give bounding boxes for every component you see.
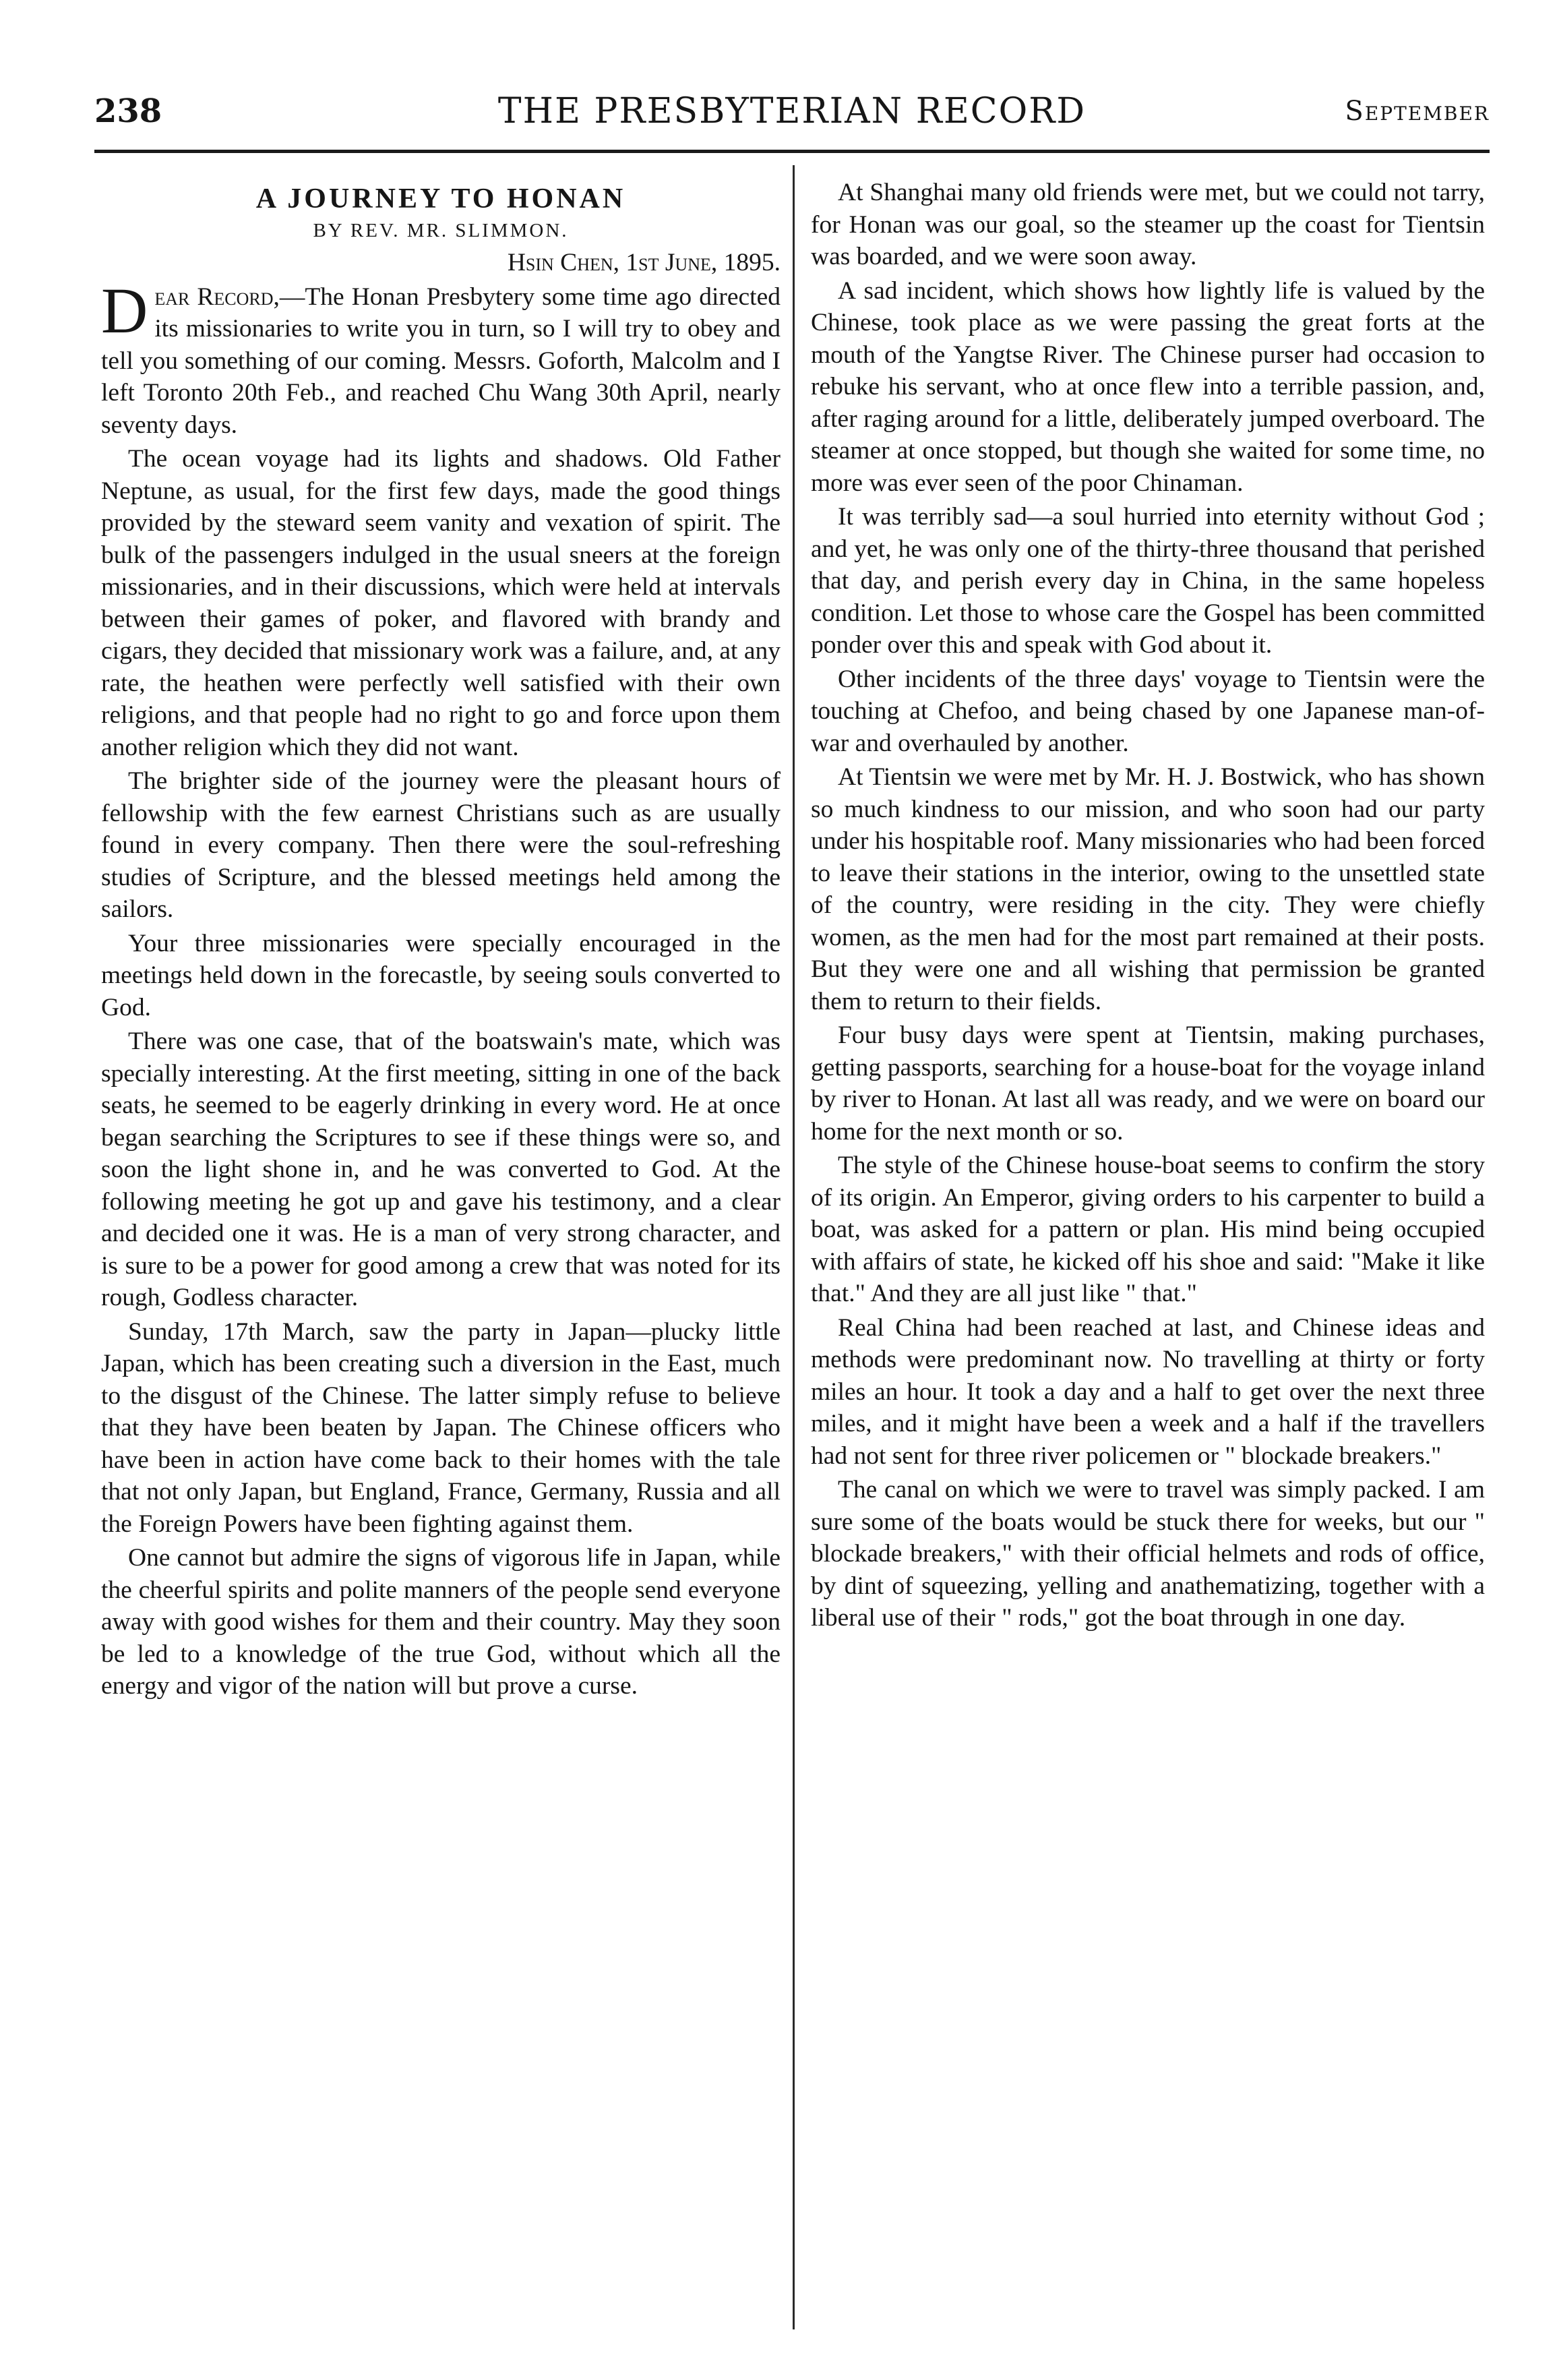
paragraph: A sad incident, which shows how lightly life is valued by the Chinese, took place as we were passing the great forts at the mouth of the Yangtse River. The Chinese purser had occasion to rebuke his servant, who at once flew into a terrible passion, and, after raging around for a little, deliberately jumped overboard. The steamer at once stopped, but though she waited for some time, no more was ever seen of the poor Chinaman. — [811, 276, 1485, 497]
right-column — [811, 177, 1485, 1636]
paragraph: At Tientsin we were met by Mr. H. J. Bostwick, who has shown so much kindness to our mission, and who soon had our party under his hospitable roof. Many missionaries who had been forced to leave their stations in the interior, owing to the unsettled state of the country, were residing in the city. They were chiefly women, as the men had for the most part remained at their posts. But they were one and all wishing that permission be granted them to return to their fields. — [811, 763, 1485, 1015]
paragraph: The canal on which we were to travel was simply packed. I am sure some of the boats would be stuck there for weeks, but our " blockade breakers," with their official helmets and rods of office, by dint of squeezing, yelling and anathematizing, together with a liberal use of their " rods," got the boat through in one day. — [811, 1476, 1485, 1632]
paragraph: One cannot but admire the signs of vigorous life in Japan, while the cheerful spirits and polite manners of the people send everyone away with good wishes for them and their country. May they soon be led to a knowledge of the true God, without which all the energy and vigor of the nation will but prove a curse. — [101, 1544, 781, 1700]
column-divider — [793, 165, 795, 2329]
paragraph: Real China had been reached at last, and Chinese ideas and methods were predominant now. No travelling at thirty or forty miles an hour. It took a day and a half to get over the next three miles, and it might have been a week and a half if the travellers had not sent for three river policemen or " blockade breakers." — [811, 1313, 1485, 1470]
issue-month: September — [1345, 96, 1490, 127]
paragraph-text: —The Honan Presbytery some time ago directed its missionaries to write you in turn, so I will try to obey and tell you something of our coming. Messrs. Goforth, Malcolm and I left Toronto 20th Feb., and reached Chu Wang 30th April, nearly seventy days. — [101, 282, 781, 439]
journal-title: THE PRESBYTERIAN RECORD — [497, 91, 1087, 131]
drop-cap: D — [101, 274, 148, 347]
paragraph: Other incidents of the three days' voyage to Tientsin were the touching at Chefoo, and being chased by one Japanese man-of-war and overhauled by another. — [811, 665, 1485, 757]
paragraph: The style of the Chinese house-boat seems to confirm the story of its origin. An Emperor, giving orders to his carpenter to build a boat, was asked for a pattern or plan. His mind being occupied with affairs of state, he kicked off his shoe and said: "Make it like that." And they are all just like " that." — [811, 1152, 1485, 1307]
paragraph: At Shanghai many old friends were met, but we could not tarry, for Honan was our goal, so the steamer up the coast for Tientsin was boarded, and we were soon away. — [811, 179, 1485, 270]
paragraph: The ocean voyage had its lights and shadows. Old Father Neptune, as usual, for the first few days, made the good things provided by the steward seem vanity and vexation of spirit. The bulk of the passengers indulged in the usual sneers at the foreign missionaries, and in their discussions, which were held at intervals between their games of poker, and flavored with brandy and cigars, they decided that missionary work was a failure, and, at any rate, the heathen were perfectly well satisfied with their own religions, and that people had no right to go and force upon them another religion which they did not want. — [101, 445, 781, 761]
paragraph: There was one case, that of the boatswain's mate, which was specially interesting. At the first meeting, sitting in one of the back seats, he seemed to be eagerly drinking in every word. He at once began searching the Scriptures to see if these things were so, and soon the light shone in, and he was converted to God. At the following meeting he got up and gave his testimony, and a clear and decided one it was. He is a man of very strong character, and is sure to be a power for good among a crew that was noted for its rough, Godless character. — [101, 1028, 781, 1311]
paragraph: Your three missionaries were specially encouraged in the meetings held down in the forecastle, by seeing souls converted to God. — [101, 929, 781, 1021]
paragraph: Four busy days were spent at Tientsin, making purchases, getting passports, searching for a house-boat for the voyage inland by river to Honan. At last all was ready, and we were on board our home for the next month or so. — [811, 1021, 1485, 1146]
paragraph: It was terribly sad—a soul hurried into eternity without God ; and yet, he was only one of the thirty-three thousand that perished that day, and perish every day in China, in the same hopeless condition. Let those to whose care the Gospel has been committed ponder over this and speak with God about it. — [811, 503, 1485, 659]
paragraph: Sunday, 17th March, saw the party in Japan—plucky little Japan, which has been creating such a diversion in the East, much to the disgust of the Chinese. The latter simply refuse to believe that they have been beaten by Japan. The Chinese officers who have been in action have come back to their homes with the tale that not only Japan, but England, France, Germany, Russia and all the Foreign Powers have been fighting against them. — [101, 1317, 781, 1538]
header-rule — [94, 150, 1490, 153]
article-title: A JOURNEY TO HONAN — [255, 183, 626, 214]
opening-paragraph — [101, 274, 781, 442]
paragraph: The brighter side of the journey were the pleasant hours of fellowship with the few earnest Christians such as are usually found in every company. Then there were the soul-refreshing studies of Scripture, and the blessed meetings held among the sailors. — [101, 767, 781, 923]
article-byline: BY REV. MR. SLIMMON. — [313, 220, 569, 241]
left-column — [101, 177, 781, 1704]
salutation: ear Record, — [154, 282, 280, 311]
page-number: 238 — [94, 92, 162, 130]
article-dateline: Hsin Chen, 1st June, 1895. — [507, 249, 781, 276]
page-header — [94, 84, 1490, 138]
